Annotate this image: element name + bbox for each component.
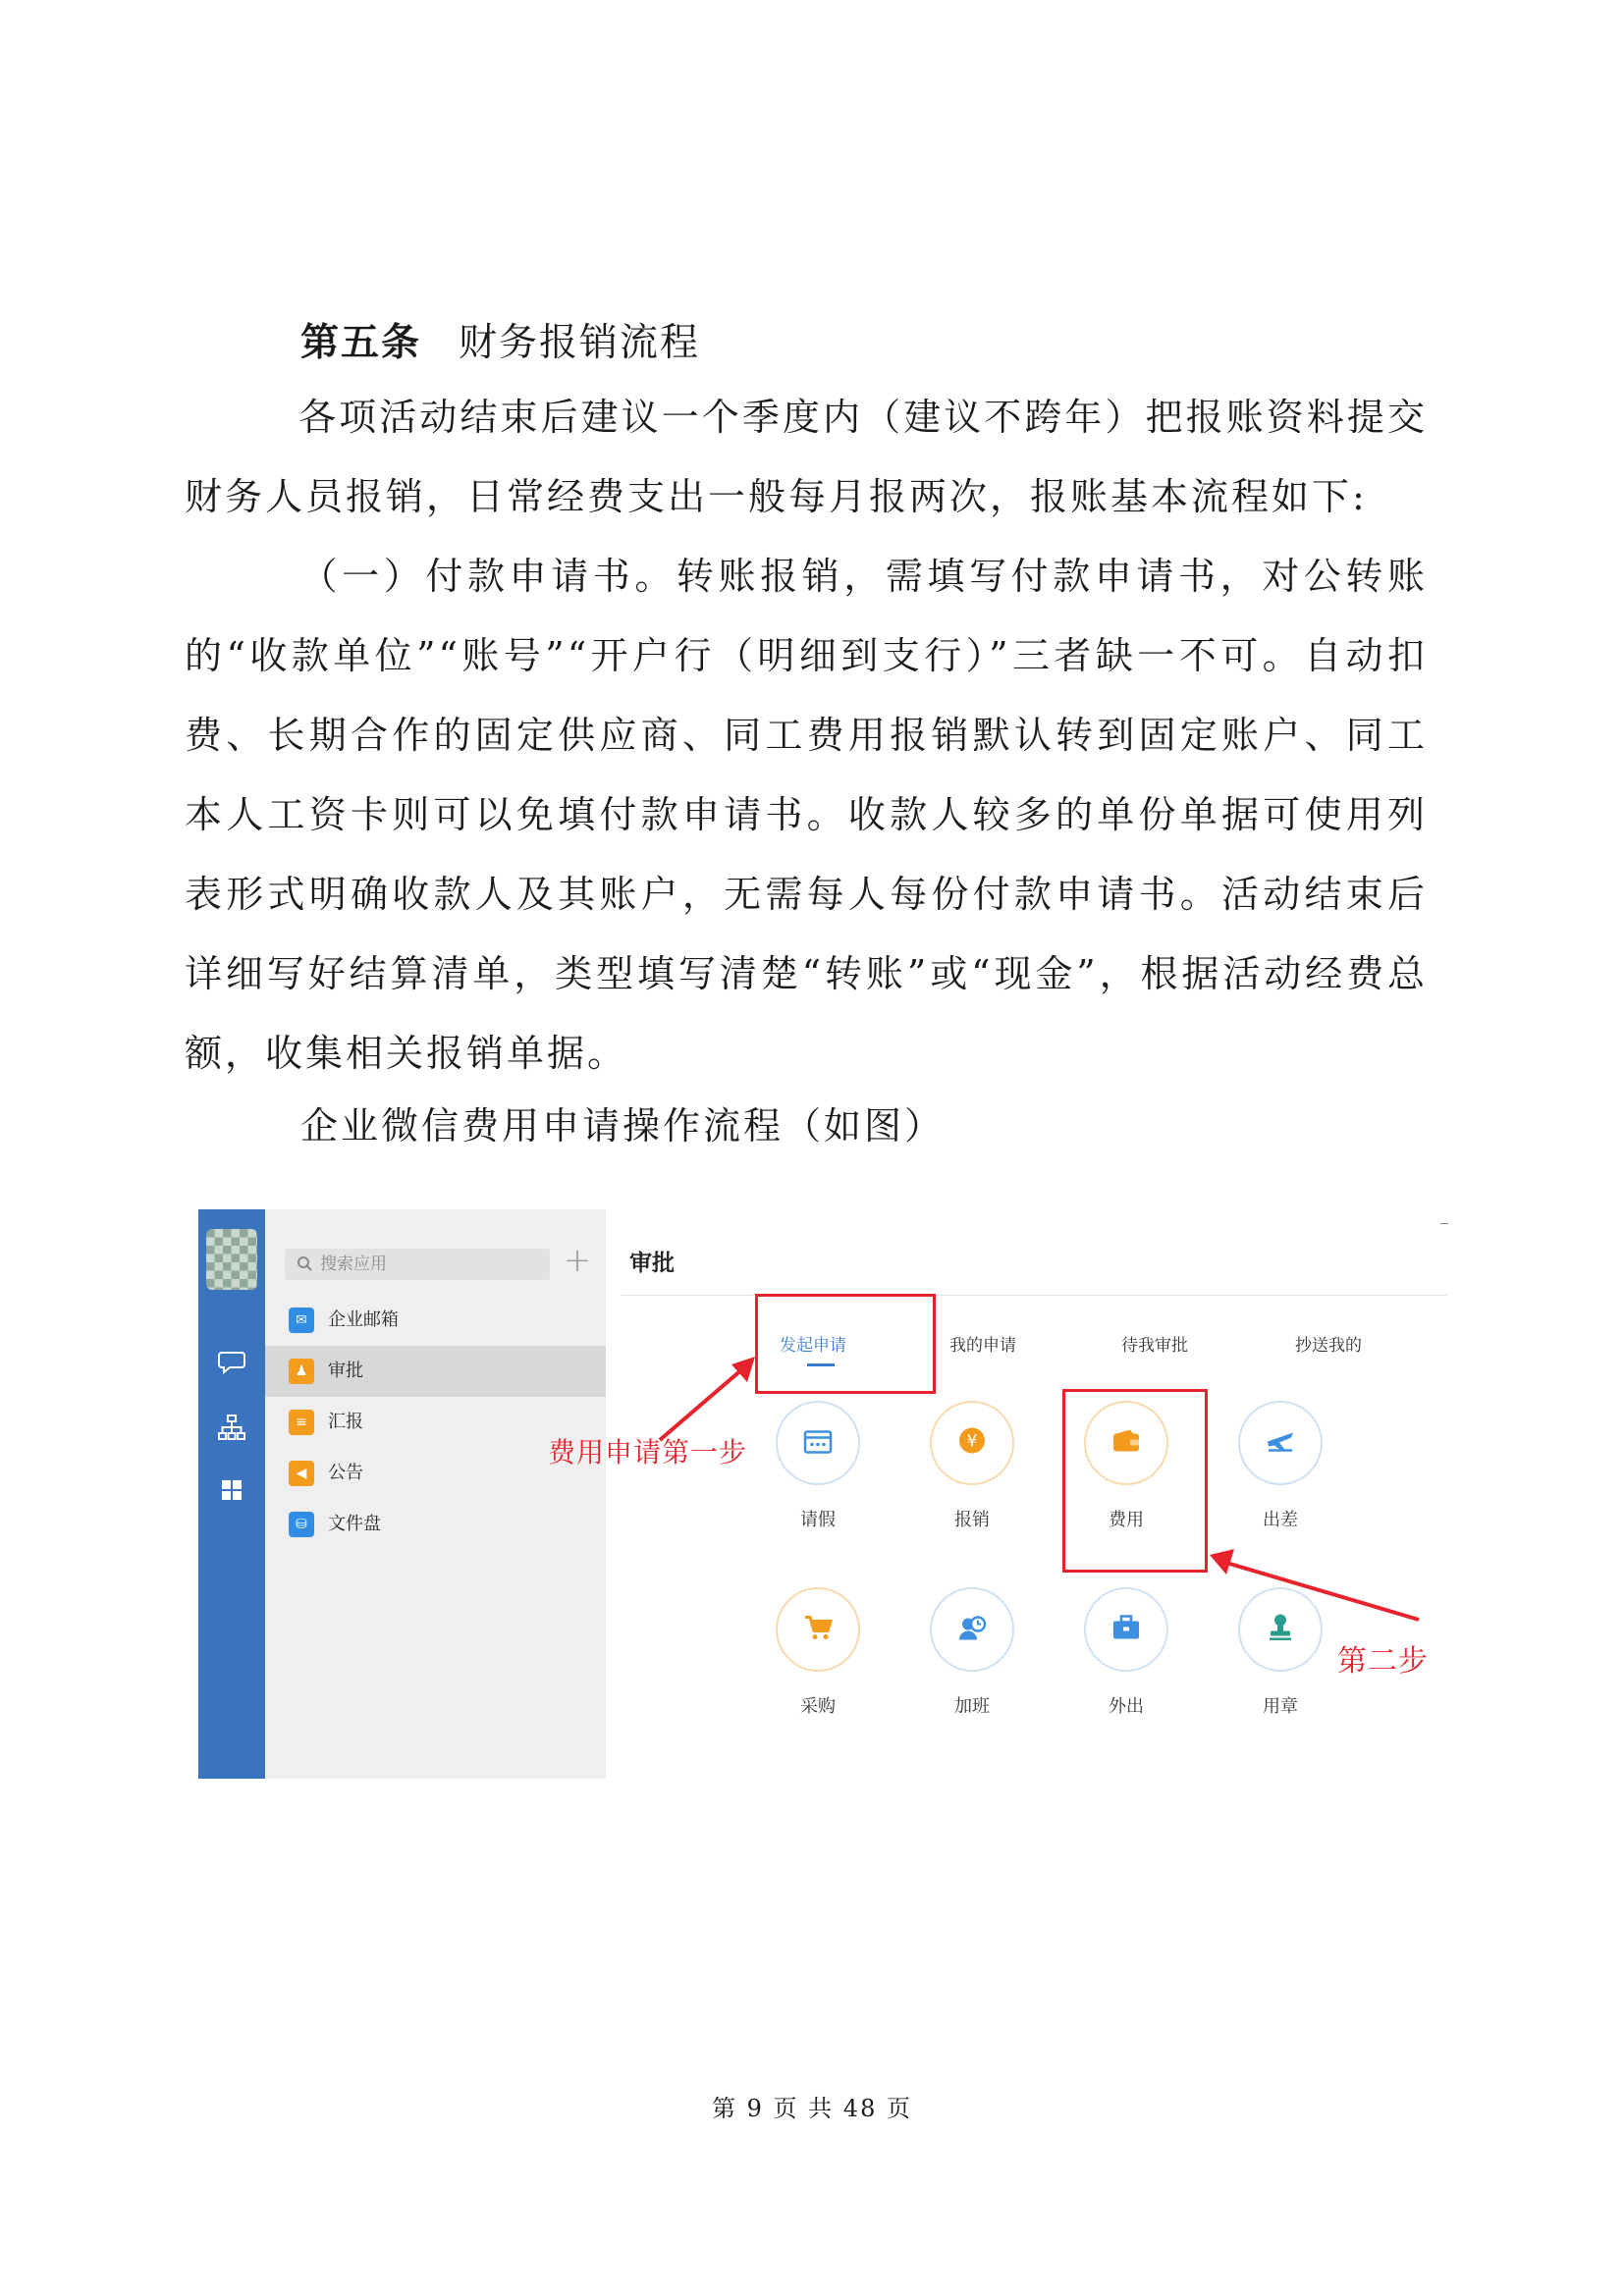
page-footer: 第 9 页 共 48 页 bbox=[712, 2095, 912, 2122]
app-item-file-disk[interactable] bbox=[265, 1499, 606, 1550]
figure-caption: 企业微信费用申请操作流程（如图） bbox=[300, 1104, 946, 1148]
tile-label: 外出 bbox=[1109, 1696, 1144, 1717]
tile-label: 采购 bbox=[800, 1696, 836, 1717]
tab-pending-approval[interactable]: 待我审批 bbox=[1121, 1336, 1188, 1356]
tile-icon-ring bbox=[1238, 1401, 1323, 1485]
tile-label: 出差 bbox=[1263, 1510, 1298, 1530]
paragraph-text: 各项活动结束后建议一个季度内（建议不跨年）把报账资料提交财务人员报销，日常经费支出一般每月报两次，报账基本流程如下: bbox=[185, 396, 1428, 518]
tile-icon-ring bbox=[930, 1401, 1014, 1485]
paragraph bbox=[185, 537, 1428, 1094]
search-placeholder: 搜索应用 bbox=[320, 1255, 387, 1274]
tile-label: 加班 bbox=[954, 1696, 990, 1717]
briefcase-icon bbox=[1111, 1614, 1141, 1646]
left-rail bbox=[198, 1209, 265, 1779]
tile-icon-ring bbox=[776, 1587, 860, 1672]
approval-main-panel bbox=[606, 1209, 1447, 1779]
tab-my-requests[interactable]: 我的申请 bbox=[949, 1336, 1016, 1356]
avatar[interactable] bbox=[206, 1229, 257, 1290]
yen-coin-icon bbox=[957, 1426, 987, 1461]
article-heading bbox=[300, 312, 700, 367]
overtime-icon bbox=[957, 1613, 987, 1647]
search-icon bbox=[297, 1249, 312, 1291]
tab-cc-to-me[interactable]: 抄送我的 bbox=[1295, 1336, 1362, 1356]
wecom-screenshot bbox=[198, 1209, 1447, 1779]
article-title: 财务报销流程 bbox=[459, 321, 701, 365]
apps-grid-icon[interactable] bbox=[216, 1474, 247, 1506]
tile-icon-ring bbox=[1084, 1587, 1168, 1672]
report-icon: ≡ bbox=[289, 1410, 314, 1435]
cart-icon bbox=[803, 1614, 833, 1646]
add-app-button[interactable]: + bbox=[563, 1241, 592, 1280]
approval-icon: ♟ bbox=[289, 1359, 314, 1384]
highlight-box-expense bbox=[1062, 1389, 1208, 1573]
tile-label: 报销 bbox=[954, 1510, 990, 1530]
tile-label: 请假 bbox=[800, 1510, 836, 1530]
step2-annotation: 第二步 bbox=[1337, 1644, 1429, 1679]
page-title: 审批 bbox=[629, 1251, 675, 1276]
svg-text:¥: ¥ bbox=[966, 1431, 978, 1452]
search-input[interactable] bbox=[285, 1249, 550, 1280]
tab-initiate-request[interactable]: 发起申请 bbox=[780, 1336, 846, 1356]
tile-icon-ring bbox=[930, 1587, 1014, 1672]
app-item-label: 公告 bbox=[328, 1463, 363, 1483]
app-item-label: 文件盘 bbox=[328, 1514, 381, 1534]
org-chart-icon[interactable] bbox=[216, 1412, 247, 1443]
divider bbox=[1440, 1223, 1448, 1224]
app-item-label: 企业邮箱 bbox=[328, 1309, 399, 1330]
airplane-icon bbox=[1265, 1427, 1296, 1460]
paragraph bbox=[185, 378, 1428, 537]
chat-bubble-icon[interactable] bbox=[216, 1345, 247, 1376]
arrow-step2-icon bbox=[1205, 1533, 1431, 1641]
app-list-panel bbox=[265, 1209, 606, 1779]
paragraph-text: （一）付款申请书。转账报销，需填写付款申请书，对公转账的“收款单位”“账号”“开户行（明细到支行）”三者缺一不可。自动扣费、长期合作的固定供应商、同工费用报销默认转到固定账户、同工本人工资卡则可以免填付款申请书。收款人较多的单份单据可使用列表形式明确收款人及其账户，无需每人每份付款申请书。活动结束后详细写好结算清单，类型填写清楚“转账”或“现金”，根据活动经费总额，收集相关报销单据。 bbox=[185, 555, 1428, 1075]
app-item-label: 审批 bbox=[328, 1361, 363, 1381]
mail-icon: ✉ bbox=[289, 1308, 314, 1333]
app-item-mail[interactable] bbox=[265, 1295, 606, 1346]
announcement-icon: ◀ bbox=[289, 1461, 314, 1486]
tile-label: 用章 bbox=[1263, 1696, 1298, 1717]
app-item-approval[interactable] bbox=[265, 1346, 606, 1397]
article-number: 第五条 bbox=[300, 320, 422, 365]
step1-annotation: 费用申请第一步 bbox=[548, 1436, 748, 1468]
tile-label: 费用 bbox=[1109, 1510, 1144, 1530]
app-item-label: 汇报 bbox=[328, 1412, 363, 1432]
file-disk-icon: ⛁ bbox=[289, 1512, 314, 1537]
divider bbox=[622, 1295, 1447, 1296]
